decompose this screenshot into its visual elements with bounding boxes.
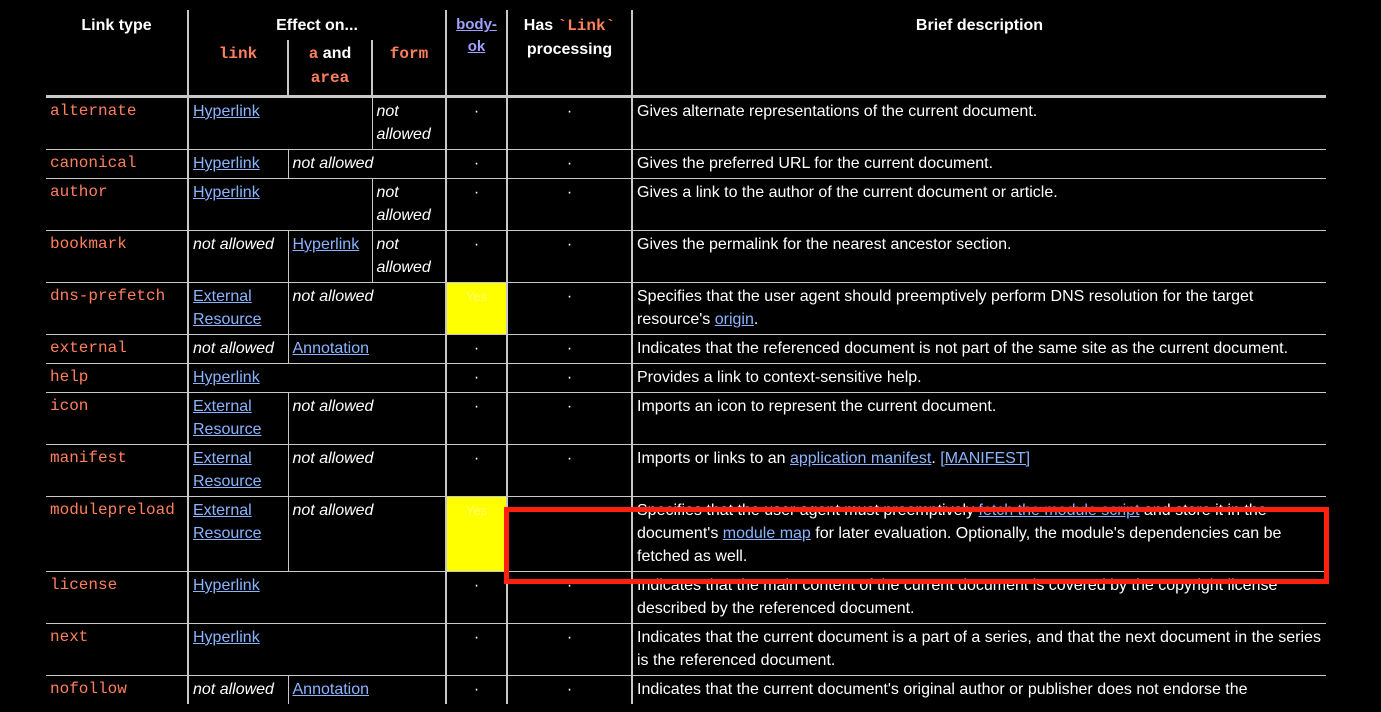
link-type-cell: manifest (50, 449, 127, 467)
description-cell: Gives alternate representations of the current document. (632, 97, 1326, 150)
link-type-cell: modulepreload (50, 501, 175, 519)
effect-cell: not allowed (288, 283, 446, 335)
body-ok-cell: · (446, 572, 507, 624)
body-ok-cell: · (446, 624, 507, 676)
hyperlink-link[interactable]: Hyperlink (193, 629, 260, 646)
header-link (188, 40, 288, 97)
description-text: for later evaluation. Optionally, the module's dependencies can be fetched as well. (637, 525, 1282, 565)
description-cell: Gives the preferred URL for the current document. (632, 150, 1326, 179)
hyperlink-link[interactable]: Hyperlink (193, 155, 260, 172)
effect-cell (288, 231, 372, 283)
body-ok-yes-cell: Yes (446, 497, 507, 572)
link-processing-cell: · (507, 393, 632, 445)
body-ok-cell: · (446, 364, 507, 393)
body-ok-cell: · (446, 97, 507, 150)
effect-cell (188, 364, 446, 393)
header-form-code: form (389, 45, 429, 63)
hyperlink-link[interactable]: Hyperlink (193, 184, 260, 201)
effect-cell: not allowed (372, 97, 446, 150)
link-processing-cell: · (507, 283, 632, 335)
link-processing-cell: · (507, 97, 632, 150)
annotation-link[interactable]: Annotation (292, 340, 370, 357)
description-cell (632, 445, 1326, 497)
description-cell: Imports an icon to represent the current document. (632, 393, 1326, 445)
effect-cell: not allowed (288, 150, 446, 179)
description-text: . (753, 311, 759, 328)
effect-cell: not allowed (372, 179, 446, 231)
link-processing-cell: · (507, 676, 632, 705)
link-processing-cell: · (507, 150, 632, 179)
link-type-cell: canonical (50, 154, 137, 172)
link-processing-cell: · (507, 624, 632, 676)
external-resource-link[interactable]: External Resource (193, 502, 262, 542)
body-ok-cell: · (446, 335, 507, 364)
link-type-cell: author (50, 183, 108, 201)
description-cell (632, 283, 1326, 335)
fetch-module-script-link[interactable]: fetch the module script (978, 502, 1140, 519)
table-row (46, 572, 1326, 624)
description-cell: Gives the permalink for the nearest ancestor section. (632, 231, 1326, 283)
body-ok-cell: · (446, 150, 507, 179)
link-type-cell: bookmark (50, 235, 127, 253)
description-cell: Indicates that the referenced document is not part of the same site as the current document. (632, 335, 1326, 364)
link-processing-cell: · (507, 364, 632, 393)
effect-cell (188, 497, 288, 572)
table-row (46, 676, 1326, 705)
description-cell: Indicates that the main content of the current document is covered by the copyright license described by the referenced document. (632, 572, 1326, 624)
hyperlink-link[interactable]: Hyperlink (292, 236, 360, 253)
effect-cell (288, 676, 446, 705)
header-link-code: link (218, 45, 258, 63)
effect-cell: not allowed (288, 393, 446, 445)
table-row (46, 283, 1326, 335)
description-text: Specifies that the user agent should preemptively perform DNS resolution for the target resource's (637, 288, 1254, 328)
description-text: Specifies that the user agent must preemptively (637, 502, 979, 519)
link-type-cell: icon (50, 397, 89, 415)
header-body-ok (446, 10, 507, 97)
link-type-cell: dns-prefetch (50, 287, 166, 305)
link-type-cell: help (50, 368, 89, 386)
body-ok-cell: · (446, 393, 507, 445)
effect-cell: not allowed (372, 231, 446, 283)
table-row (46, 97, 1326, 150)
link-processing-cell: · (507, 179, 632, 231)
link-type-cell: nofollow (50, 680, 127, 698)
header-has-link-processing (507, 10, 632, 97)
effect-cell: not allowed (188, 335, 288, 364)
body-ok-cell: · (446, 676, 507, 705)
external-resource-link[interactable]: External Resource (193, 450, 262, 490)
table-row (46, 179, 1326, 231)
body-ok-link[interactable]: body-ok (456, 16, 497, 55)
link-processing-cell: · (507, 497, 632, 572)
header-a-code: a (308, 45, 319, 63)
header-and-word: and (322, 45, 352, 62)
description-text: and store it in the document's (637, 502, 1267, 542)
effect-cell (188, 97, 372, 150)
description-cell: Indicates that the current document's original author or publisher does not endorse the (632, 676, 1326, 705)
header-brief-description: Brief description (632, 10, 1326, 97)
external-resource-link[interactable]: External Resource (193, 288, 262, 328)
link-processing-cell: · (507, 231, 632, 283)
description-text: . (931, 450, 941, 467)
header-area-code: area (310, 69, 350, 87)
table-row (46, 150, 1326, 179)
header-a-and-area (288, 40, 372, 97)
hyperlink-link[interactable]: Hyperlink (193, 577, 260, 594)
effect-cell (188, 445, 288, 497)
link-type-cell: external (50, 339, 127, 357)
body-ok-cell: · (446, 179, 507, 231)
hyperlink-link[interactable]: Hyperlink (193, 369, 260, 386)
table-row (46, 624, 1326, 676)
body-ok-yes-cell: Yes (446, 283, 507, 335)
effect-cell (188, 150, 288, 179)
header-effect-on: Effect on... (188, 10, 446, 40)
application-manifest-link[interactable]: application manifest (789, 450, 932, 467)
module-map-link[interactable]: module map (722, 525, 811, 542)
link-processing-cell: · (507, 335, 632, 364)
table-row (46, 445, 1326, 497)
header-has-word: Has (523, 17, 554, 34)
annotation-link[interactable]: Annotation (292, 681, 370, 698)
table-row (46, 393, 1326, 445)
origin-link[interactable]: origin (714, 311, 754, 328)
effect-cell: not allowed (188, 676, 288, 705)
header-link-type: Link type (81, 17, 152, 34)
header-processing-word: processing (526, 41, 613, 58)
table-row (46, 231, 1326, 283)
link-type-cell: next (50, 628, 89, 646)
body-ok-cell: · (446, 445, 507, 497)
description-text: Imports or links to an (637, 450, 790, 467)
description-cell (632, 497, 1326, 572)
link-types-table (46, 10, 1326, 704)
description-cell: Provides a link to context-sensitive help. (632, 364, 1326, 393)
description-cell: Gives a link to the author of the current document or article. (632, 179, 1326, 231)
body-ok-cell: · (446, 231, 507, 283)
table-row (46, 335, 1326, 364)
link-type-cell: license (50, 576, 118, 594)
effect-cell (188, 393, 288, 445)
effect-cell: not allowed (288, 497, 446, 572)
link-type-cell: alternate (50, 102, 137, 120)
table-row (46, 364, 1326, 393)
external-resource-link[interactable]: External Resource (193, 398, 262, 438)
effect-cell (188, 179, 372, 231)
header-link-word: `Link` (557, 17, 616, 35)
description-cell: Indicates that the current document is a part of a series, and that the next document in the series is the referenced document. (632, 624, 1326, 676)
effect-cell: not allowed (188, 231, 288, 283)
link-types-table-container (46, 10, 1326, 704)
effect-cell (188, 572, 446, 624)
link-processing-cell: · (507, 445, 632, 497)
link-processing-cell: · (507, 572, 632, 624)
effect-cell: not allowed (288, 445, 446, 497)
effect-cell (188, 283, 288, 335)
effect-cell (288, 335, 446, 364)
header-form (372, 40, 446, 97)
hyperlink-link[interactable]: Hyperlink (193, 103, 260, 120)
effect-cell (188, 624, 446, 676)
table-row (46, 497, 1326, 572)
manifest-reference-link[interactable]: [MANIFEST] (940, 450, 1031, 467)
